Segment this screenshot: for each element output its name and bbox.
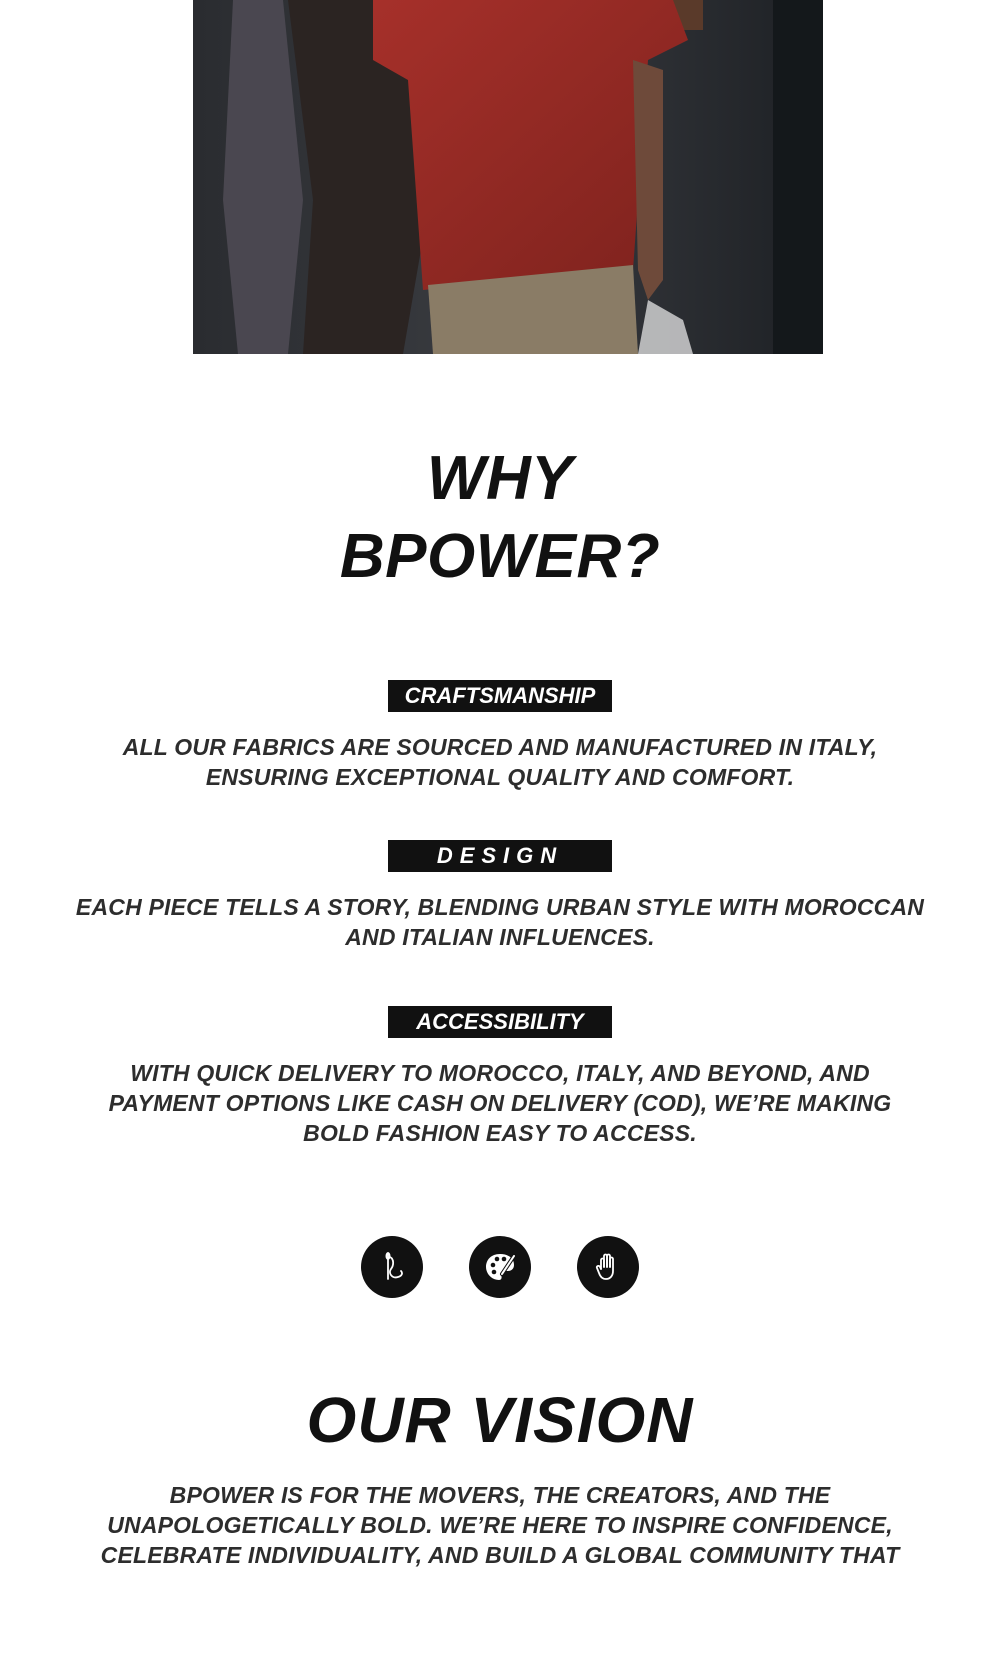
hero-image [193, 0, 823, 354]
hand-icon [577, 1236, 639, 1298]
why-title-line2: BPOWER? [339, 522, 661, 591]
feature-text: ALL OUR FABRICS ARE SOURCED AND MANUFACTURED IN ITALY, ENSURING EXCEPTIONAL QUALITY AND COMFORT. [122, 734, 878, 790]
why-bpower-title [0, 440, 1000, 596]
feature-text: WITH QUICK DELIVERY TO MOROCCO, ITALY, AND BEYOND, AND PAYMENT OPTIONS LIKE CASH ON DELIVERY (COD), WE’RE MAKING BOLD FASHION EASY TO ACCESS. [108, 1060, 892, 1146]
feature-badge: DESIGN [388, 840, 612, 872]
feature-badge: CRAFTSMANSHIP [388, 680, 612, 712]
feature-text: EACH PIECE TELLS A STORY, BLENDING URBAN STYLE WITH MOROCCAN AND ITALIAN INFLUENCES. [75, 894, 925, 950]
why-title-line1: WHY [426, 444, 574, 513]
feature-badge: ACCESSIBILITY [388, 1006, 612, 1038]
feature-icons [0, 1236, 1000, 1298]
feature-design [0, 840, 1000, 952]
vision-text: BPOWER IS FOR THE MOVERS, THE CREATORS, AND THE UNAPOLOGETICALLY BOLD. WE’RE HERE TO INSPIRE CONFIDENCE, CELEBRATE INDIVIDUALITY, AND BUILD A GLOBAL COMMUNITY THAT [100, 1482, 900, 1568]
palette-brush-icon [469, 1236, 531, 1298]
needle-thread-icon [361, 1236, 423, 1298]
hero-photo [193, 0, 823, 354]
feature-craftsmanship [0, 680, 1000, 792]
vision-title: OUR VISION [306, 1384, 694, 1456]
vision-section [0, 1480, 1000, 1570]
feature-accessibility [0, 1006, 1000, 1148]
